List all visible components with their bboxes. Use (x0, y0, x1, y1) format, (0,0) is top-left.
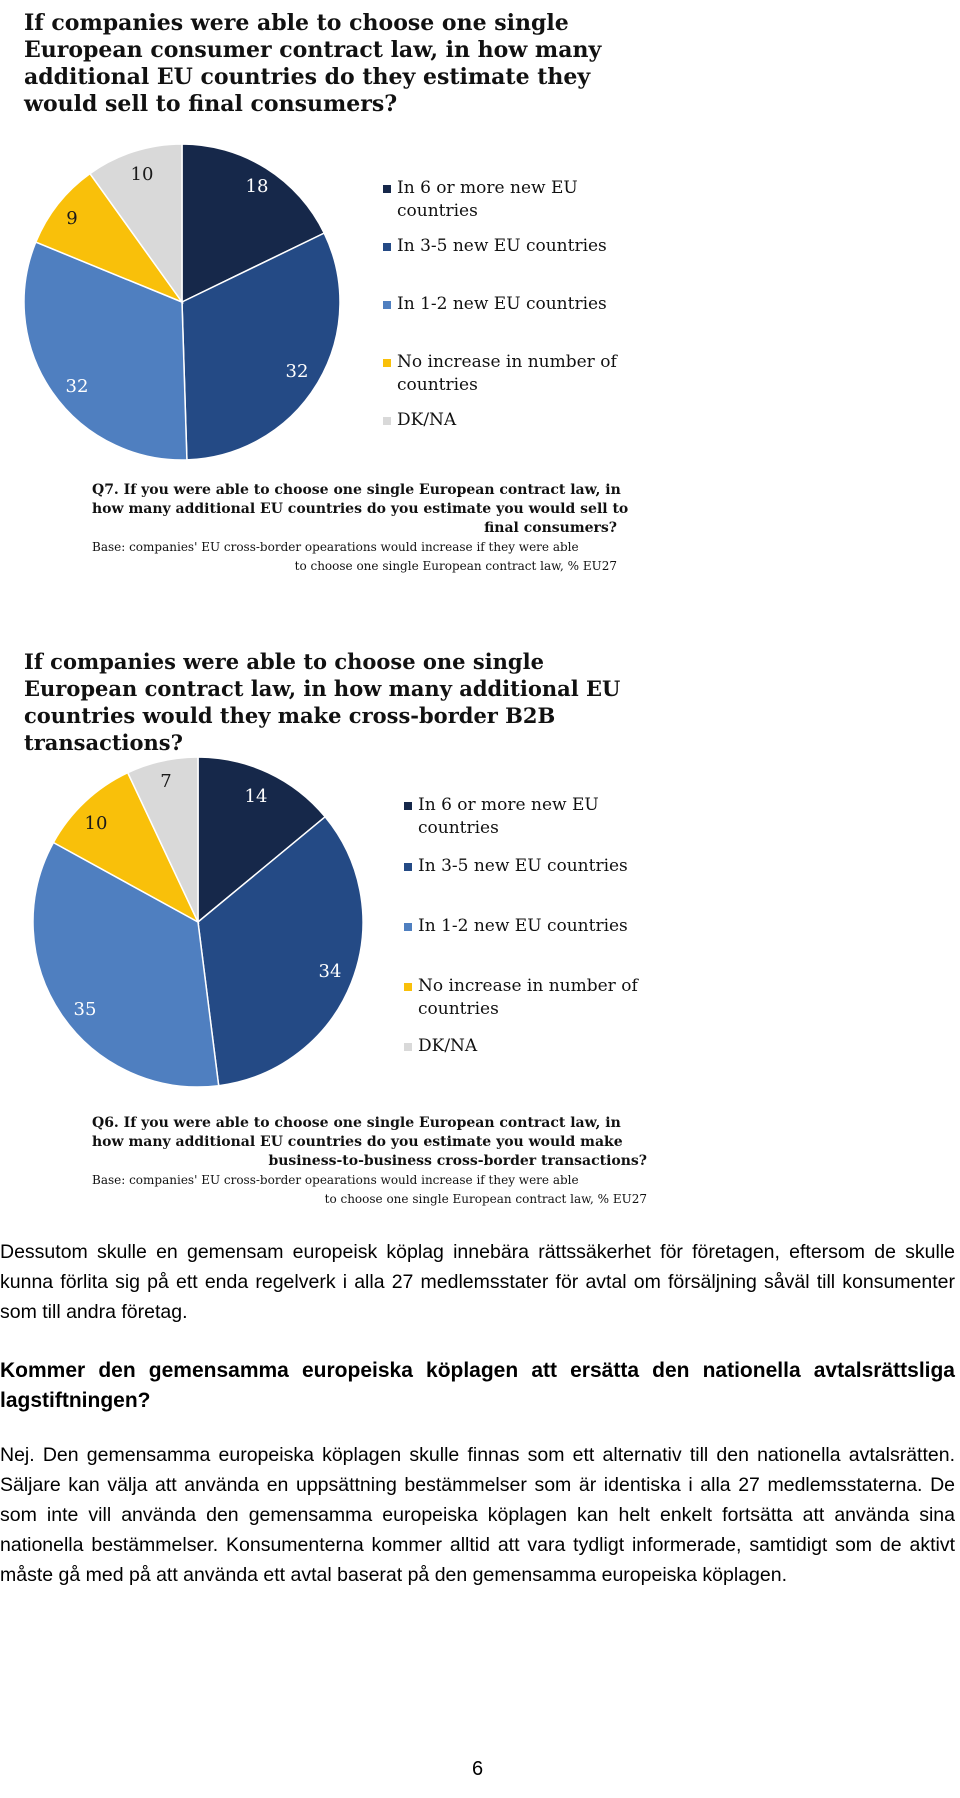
chart1-legend-label: In 1-2 new EU countries (397, 294, 607, 314)
chart1-legend-item-no-increase (397, 351, 637, 397)
chart2-legend-item-6plus (418, 794, 658, 840)
chart2-slice-label-2: 35 (73, 999, 97, 1020)
chart1-base-line: to choose one single European contract law, % EU27 (294, 559, 617, 573)
chart2-slice-label-3: 10 (84, 813, 108, 834)
chart1-question-line: Q7. If you were able to choose one single European contract law, in (92, 482, 621, 498)
chart2-legend-swatch (404, 983, 412, 991)
chart2-legend-item-no-increase (418, 975, 658, 1021)
chart1-legend-swatch (383, 417, 391, 425)
paragraph-legal-certainty: Dessutom skulle en gemensam europeisk köplag innebära rättssäkerhet för företagen, eftersom de skulle kunna förlita sig på ett enda regelverk i alla 27 medlemsstater för avtal om försäljning såväl till konsumenter som till andra företag. (0, 1241, 955, 1323)
chart2-legend-item-dkna (418, 1035, 658, 1058)
chart1-legend-item-3to5 (397, 235, 637, 258)
chart2-question-line: Q6. If you were able to choose one single European contract law, in (92, 1115, 621, 1131)
chart1-legend-swatch (383, 243, 391, 251)
section-heading: Kommer den gemensamma europeiska köplagen att ersätta den nationella avtalsrättsliga lagstiftningen? (0, 1359, 955, 1412)
chart2-legend-item-1to2 (418, 915, 658, 938)
chart1-legend-label: In 6 or more new EU countries (397, 178, 578, 221)
chart2-legend-label: In 1-2 new EU countries (418, 916, 628, 936)
chart2-slice-label-4: 7 (160, 771, 172, 792)
chart1-legend-item-dkna (397, 409, 637, 432)
chart1-slice-label-1: 32 (285, 361, 309, 382)
chart2-legend-label: DK/NA (418, 1036, 478, 1056)
chart1-legend-swatch (383, 185, 391, 193)
chart1-legend-swatch (383, 301, 391, 309)
chart1-question-line: how many additional EU countries do you estimate you would sell to (92, 501, 629, 517)
chart1-slice-label-4: 10 (130, 164, 154, 185)
chart1-slice-label-2: 32 (65, 376, 89, 397)
chart2-base-line: to choose one single European contract law, % EU27 (324, 1192, 647, 1206)
chart1-slice-label-3: 9 (66, 208, 78, 229)
chart2-title: If companies were able to choose one single European contract law, in how many additional EU countries would they make cross-border B2B transactions? (24, 649, 621, 755)
chart2-question-line: business-to-business cross-border transactions? (268, 1153, 647, 1169)
chart2-legend-item-3to5 (418, 855, 658, 878)
chart1-legend-swatch (383, 359, 391, 367)
chart2-legend-label: In 6 or more new EU countries (418, 795, 599, 838)
chart2-slice-label-1: 34 (318, 961, 342, 982)
chart1-question-line: final consumers? (484, 520, 617, 536)
chart2-legend-swatch (404, 863, 412, 871)
chart1-legend-item-6plus (397, 177, 637, 223)
chart1-base-line: Base: companies' EU cross-border opearations would increase if they were able (92, 540, 579, 554)
chart2-question-line: how many additional EU countries do you estimate you would make (92, 1134, 623, 1150)
page-number: 6 (471, 1758, 484, 1780)
chart1-legend-label: No increase in number of countries (397, 352, 617, 395)
chart2-slice-label-0: 14 (244, 786, 268, 807)
chart1-legend-item-1to2 (397, 293, 637, 316)
chart1-title: If companies were able to choose one single European consumer contract law, in how many additional EU countries do they estimate they would sell to final consumers? (24, 10, 602, 117)
paragraph-answer: Nej. Den gemensamma europeiska köplagen skulle finnas som ett alternativ till den nationella avtalsrätten. Säljare kan välja att använda en uppsättning bestämmelser som är identiska i alla 27 medlemsstaterna. De som inte vill använda den gemensamma europeiska köplagen kan helt enkelt fortsätta att använda sina nationella bestämmelser. Konsumenterna kommer alltid att vara tydligt informerade, samtidigt som de aktivt måste gå med på att använda ett avtal baserat på den gemensamma europeiska köplagen. (0, 1444, 955, 1586)
chart2-base-line: Base: companies' EU cross-border opearations would increase if they were able (92, 1173, 579, 1187)
chart2-legend-label: No increase in number of countries (418, 976, 638, 1019)
chart1-legend-label: In 3-5 new EU countries (397, 236, 607, 256)
chart1-legend-label: DK/NA (397, 410, 457, 430)
chart2-legend-swatch (404, 802, 412, 810)
chart1-pie (22, 142, 342, 462)
chart2-pie (28, 757, 368, 1087)
chart1-caption (92, 481, 629, 576)
chart2-caption (92, 1114, 647, 1209)
chart2-legend-label: In 3-5 new EU countries (418, 856, 628, 876)
chart1-slice-label-0: 18 (245, 176, 269, 197)
chart2-legend-swatch (404, 923, 412, 931)
chart2-legend-swatch (404, 1043, 412, 1051)
